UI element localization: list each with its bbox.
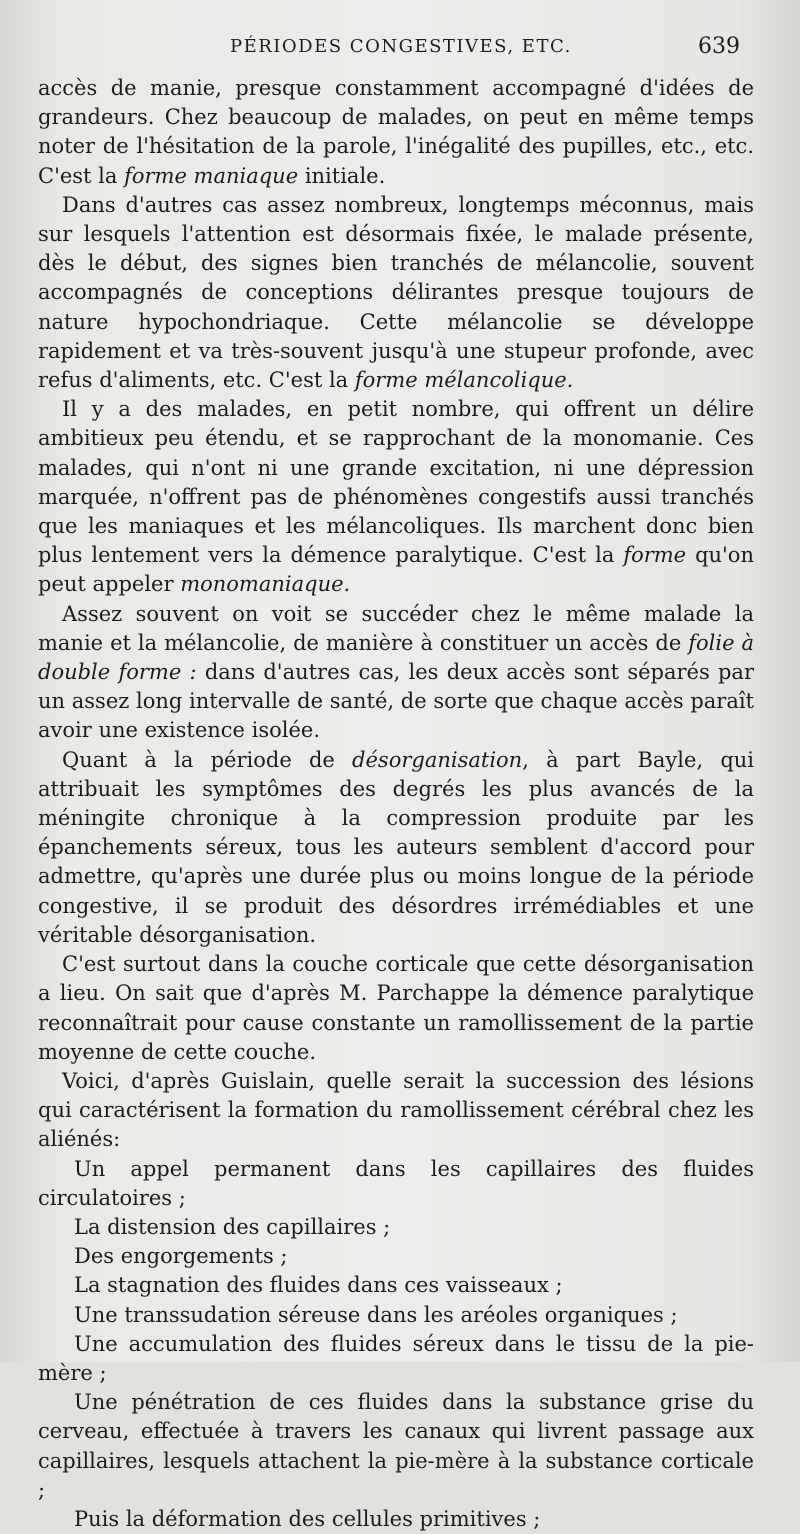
page-number: 639: [698, 34, 740, 59]
paragraph-melancolique: [38, 191, 754, 395]
text-run: accès de manie, presque constamment accompagné d'idées de grandeurs. Chez beaucoup de malades, on peut en même temps noter de l'hésitation de la parole, l'inégalité des pupilles, etc., etc. C'est la: [38, 76, 754, 188]
page-header: [40, 36, 740, 66]
italic-term: forme mélancolique.: [354, 368, 574, 393]
italic-term: désorganisation: [352, 747, 523, 772]
text-run: , à part Bayle, qui attribuait les symptômes des degrés les plus avancés de la méningite chronique à la compression produite par les épanchements séreux, tous les auteurs semblent d'accord pour admettre, qu'après une durée plus ou moins longue de la période congestive, il se produit des désordres irrémédiables et une véritable désorganisation.: [38, 747, 754, 947]
running-head: PÉRIODES CONGESTIVES, ETC.: [230, 36, 572, 57]
paragraph-guislain: Voici, d'après Guislain, quelle serait la succession des lésions qui caractérisent la formation du ramollissement cérébral chez les aliénés:: [38, 1068, 754, 1152]
italic-term: monomaniaque.: [180, 572, 351, 597]
text-run: Il y a des malades, en petit nombre, qui offrent un délire ambitieux peu étendu, et se rapprochant de la monomanie. Ces malades, qui n'ont ni une grande excitation, ni une dépression marquée, n'offrent pas de phénomènes congestifs aussi tranchés que les maniaques et les mélancoliques. Ils marchent donc bien plus lentement vers la démence paralytique. C'est la: [38, 397, 754, 568]
list-item: Une accumulation des fluides séreux dans le tissu de la pie-mère ;: [38, 1331, 754, 1385]
italic-term: forme: [623, 543, 687, 568]
paragraph-couche-corticale: C'est surtout dans la couche corticale que cette désorganisation a lieu. On sait que d'après M. Parchappe la démence paralytique reconnaîtrait pour cause constante un ramollissement de la partie moyenne de cette couche.: [38, 952, 754, 1064]
italic-term: folie à double forme :: [38, 630, 754, 685]
text-run: Dans d'autres cas assez nombreux, longtemps méconnus, mais sur lesquels l'attention est désormais fixée, le malade présente, dès le début, des signes bien tranchés de mélancolie, souvent accompagnés de conceptions délirantes presque toujours de nature hypochondriaque. Cette mélancolie se développe rapidement et va très-souvent jusqu'à une stupeur profonde, avec refus d'aliments, etc. C'est la: [38, 192, 754, 393]
list-item: Une transsudation séreuse dans les aréoles organiques ;: [74, 1302, 678, 1327]
paragraph-double-forme: [38, 600, 754, 746]
list-item: La stagnation des fluides dans ces vaisseaux ;: [74, 1273, 563, 1298]
list-item: La distension des capillaires ;: [74, 1214, 391, 1239]
list-item: Une pénétration de ces fluides dans la substance grise du cerveau, effectuée à travers les canaux qui livrent passage aux capillaires, lesquels attachent la pie-mère à la substance corticale ;: [38, 1390, 754, 1502]
paragraph-maniaque: [38, 74, 754, 191]
body-text: [38, 74, 754, 1534]
text-run: initiale.: [298, 163, 386, 188]
text-run: Quant à la période de: [62, 747, 353, 772]
paragraph-monomaniaque: [38, 395, 754, 599]
list-item: Un appel permanent dans les capillaires des fluides circulatoires ;: [38, 1156, 754, 1210]
italic-term: forme maniaque: [124, 163, 299, 188]
list-item: Puis la déformation des cellules primitives ;: [74, 1506, 541, 1531]
paragraph-desorganisation: [38, 746, 754, 950]
text-run: dans d'autres cas, les deux accès sont séparés par un assez long intervalle de santé, de sorte que chaque accès paraît avoir une existence isolée.: [38, 660, 754, 743]
text-run: qu'on peut appeler: [38, 543, 754, 597]
list-item: Des engorgements ;: [74, 1244, 288, 1269]
text-run: Assez souvent on voit se succéder chez le même malade la manie et la mélancolie, de manière à constituer un accès de: [38, 601, 754, 655]
